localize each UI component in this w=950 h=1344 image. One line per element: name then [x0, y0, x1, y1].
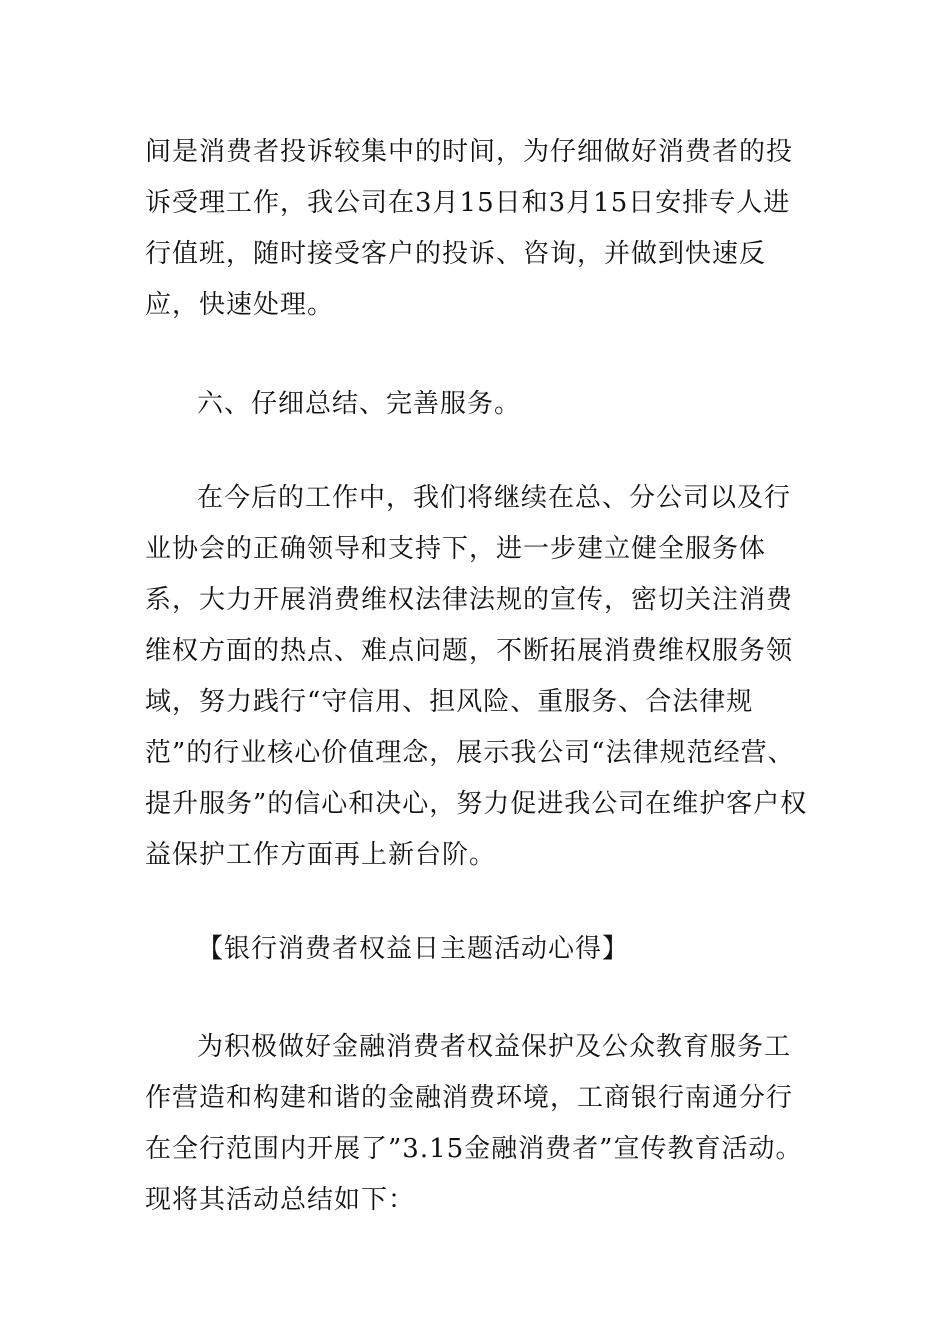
paragraph-future-work: 在今后的工作中，我们将继续在总、分公司以及行业协会的正确领导和支持下，进一步建立健全服务体系，大力开展消费维权法律法规的宣传，密切关注消费维权方面的热点、难点问题，不断拓展消费维权服务领域，努力践行“守信用、担风险、重服务、合法律规范”的行业核心价值理念，展示我公司“法律规范经营、提升服务”的信心和决心，努力促进我公司在维护客户权益保护工作方面再上新台阶。 [145, 483, 808, 870]
article-title: 【银行消费者权益日主题活动心得】 [197, 934, 630, 964]
paragraph-complaint-handling: 间是消费者投诉较集中的时间，为仔细做好消费者的投诉受理工作，我公司在3月15日和3月15日安排专人进行值班，随时接受客户的投诉、咨询，并做到快速反应，快速处理。 [145, 137, 794, 320]
paragraph-activity-intro: 为积极做好金融消费者权益保护及公众教育服务工作营造和构建和谐的金融消费环境，工商银行南通分行在全行范围内开展了”3.15金融消费者”宣传教育活动。现将其活动总结如下： [145, 1032, 803, 1215]
section-heading-six: 六、仔细总结、完善服务。 [197, 389, 522, 419]
